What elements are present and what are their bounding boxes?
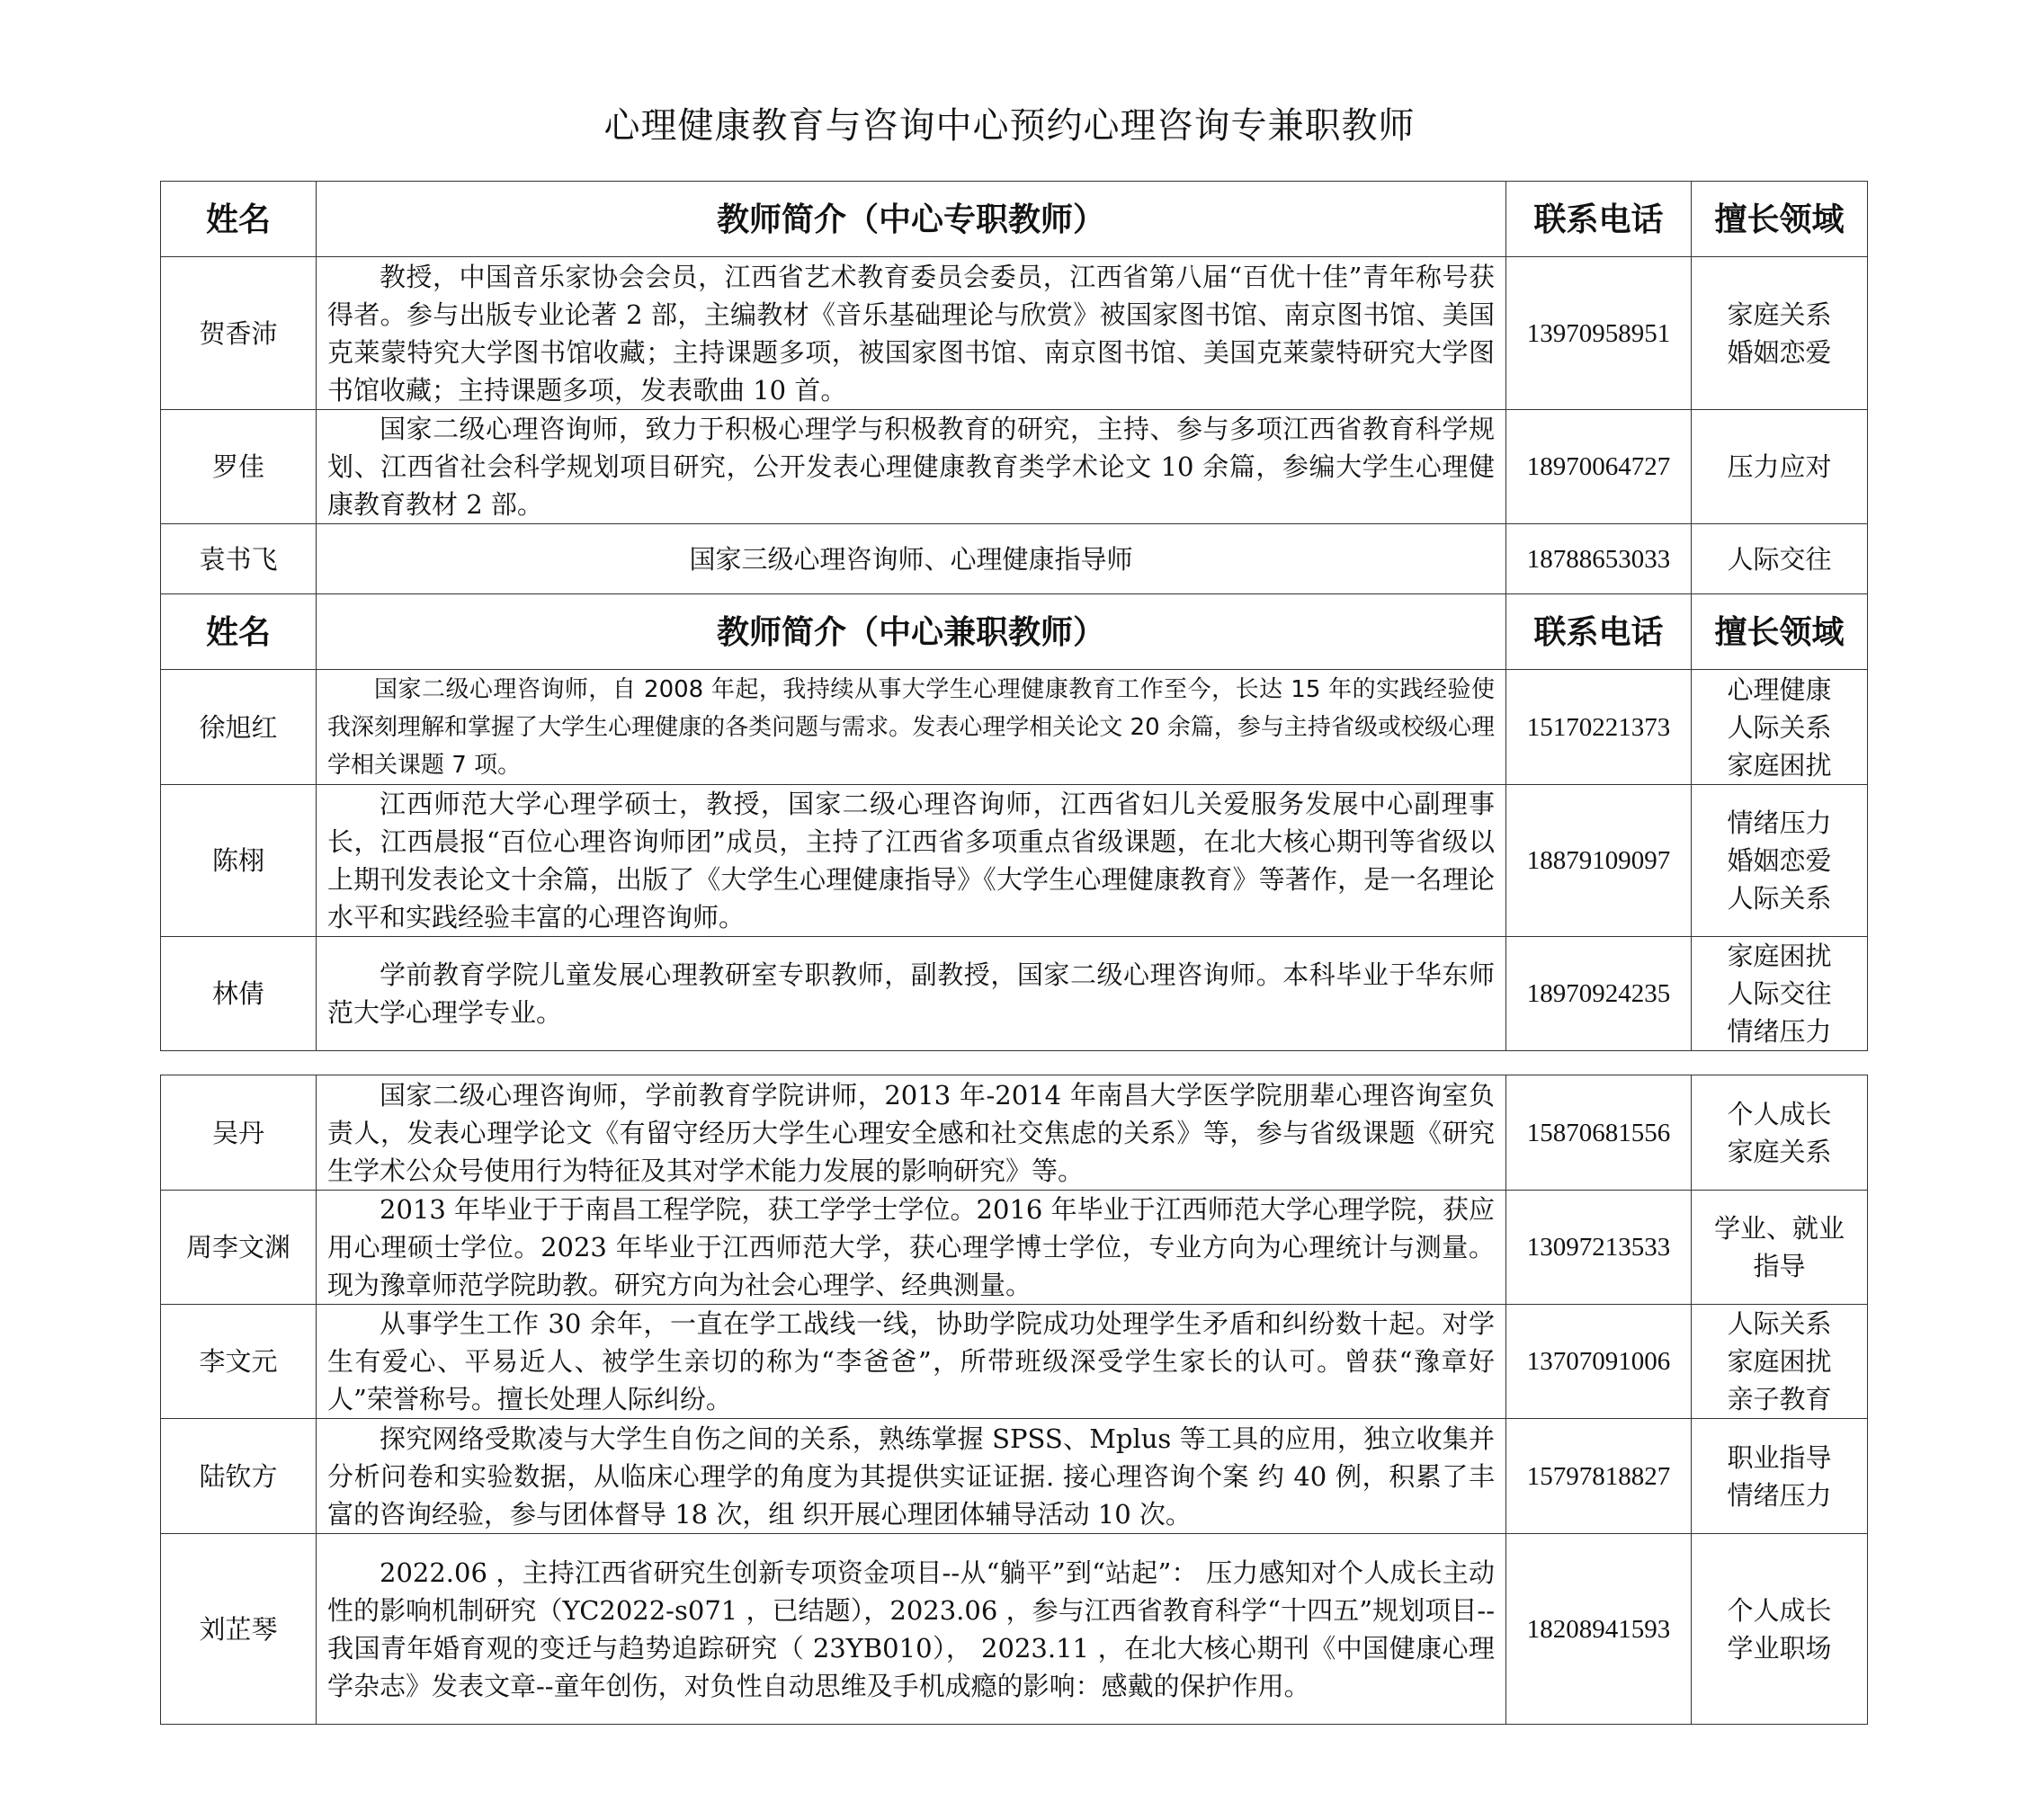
teacher-name: 陆钦方 — [161, 1419, 317, 1534]
teacher-bio: 国家二级心理咨询师，学前教育学院讲师，2013 年-2014 年南昌大学医学院朋辈心理咨询室负责人，发表心理学论文《有留守经历大学生心理安全感和社交焦虑的关系》等，参与省级课题《研究生学术公众号使用行为特征及其对学术能力发展的影响研究》等。 — [317, 1075, 1506, 1191]
teacher-phone: 13097213533 — [1506, 1191, 1692, 1305]
teacher-bio: 国家三级心理咨询师、心理健康指导师 — [317, 524, 1506, 594]
header-phone: 联系电话 — [1506, 182, 1692, 257]
teacher-areas — [1692, 524, 1868, 594]
header-row-parttime — [161, 594, 1868, 670]
teacher-phone: 13970958951 — [1506, 257, 1692, 410]
area-item: 压力应对 — [1727, 451, 1832, 482]
table-row — [161, 524, 1868, 594]
area-item: 人际交往 — [1727, 978, 1832, 1009]
area-item: 职业指导 — [1727, 1441, 1832, 1473]
teacher-areas — [1692, 937, 1868, 1051]
teacher-bio: 江西师范大学心理学硕士，教授，国家二级心理咨询师，江西省妇儿关爱服务发展中心副理事长，江西晨报“百位心理咨询师团”成员，主持了江西省多项重点省级课题，在北大核心期刊等省级以上期刊发表论文十余篇，出版了《大学生心理健康指导》《大学生心理健康教育》等著作，是一名理论水平和实践经验丰富的心理咨询师。 — [317, 785, 1506, 937]
area-item: 指导 — [1753, 1251, 1806, 1281]
teacher-phone: 15797818827 — [1506, 1419, 1692, 1534]
teacher-areas — [1692, 785, 1868, 937]
area-item: 情绪压力 — [1727, 1479, 1832, 1511]
teacher-bio: 国家二级心理咨询师，致力于积极心理学与积极教育的研究，主持、参与多项江西省教育科学规划、江西省社会科学规划项目研究，公开发表心理健康教育类学术论文 10 余篇，参编大学生心理健康教育教材 2 部。 — [317, 410, 1506, 524]
teacher-table — [160, 181, 1868, 1051]
teacher-name: 李文元 — [161, 1305, 317, 1419]
teacher-areas — [1692, 670, 1868, 785]
table-row — [161, 1075, 1868, 1191]
teacher-name: 贺香沛 — [161, 257, 317, 410]
area-item: 家庭关系 — [1727, 1136, 1832, 1167]
teacher-areas — [1692, 1419, 1868, 1534]
teacher-name: 罗佳 — [161, 410, 317, 524]
area-item: 学业职场 — [1727, 1632, 1832, 1664]
teacher-bio: 教授，中国音乐家协会会员，江西省艺术教育委员会委员，江西省第八届“百优十佳”青年称号获得者。参与出版专业论著 2 部，主编教材《音乐基础理论与欣赏》被国家图书馆、南京图书馆、美国克莱蒙特究大学图书馆收藏；主持课题多项，被国家图书馆、南京图书馆、美国克莱蒙特研究大学图书馆收藏；主持课题多项，发表歌曲 10 首。 — [317, 257, 1506, 410]
teacher-phone: 15170221373 — [1506, 670, 1692, 785]
teacher-phone: 18970064727 — [1506, 410, 1692, 524]
document-title: 心理健康教育与咨询中心预约心理咨询专兼职教师 — [603, 105, 1416, 147]
area-item: 婚姻恋爱 — [1727, 336, 1832, 368]
teacher-areas — [1692, 257, 1868, 410]
area-item: 家庭困扰 — [1727, 941, 1832, 971]
table-row — [161, 785, 1868, 937]
teacher-areas — [1692, 410, 1868, 524]
table-row — [161, 1191, 1868, 1305]
teacher-name: 刘芷琴 — [161, 1534, 317, 1725]
teacher-phone: 18208941593 — [1506, 1534, 1692, 1725]
area-item: 人际关系 — [1727, 1308, 1832, 1339]
teacher-bio: 学前教育学院儿童发展心理教研室专职教师，副教授，国家二级心理咨询师。本科毕业于华东师范大学心理学专业。 — [317, 937, 1506, 1051]
area-item: 婚姻恋爱 — [1727, 845, 1832, 876]
area-item: 个人成长 — [1727, 1098, 1832, 1129]
area-item: 家庭困扰 — [1727, 1346, 1832, 1377]
header-row-fulltime — [161, 182, 1868, 257]
header-areas: 擅长领域 — [1692, 594, 1868, 670]
header-name: 姓名 — [161, 182, 317, 257]
table-row — [161, 1534, 1868, 1725]
table-row — [161, 1305, 1868, 1419]
teacher-name: 徐旭红 — [161, 670, 317, 785]
teacher-bio: 探究网络受欺凌与大学生自伤之间的关系，熟练掌握 SPSS、Mplus 等工具的应用，独立收集并分析问卷和实验数据，从临床心理学的角度为其提供实证证据. 接心理咨询个案 约 40 例，积累了丰富的咨询经验，参与团体督导 18 次，组 织开展心理团体辅导活动 10 次。 — [317, 1419, 1506, 1534]
teacher-bio: 从事学生工作 30 余年，一直在学工战线一线，协助学院成功处理学生矛盾和纠纷数十起。对学生有爱心、平易近人、被学生亲切的称为“李爸爸”，所带班级深受学生家长的认可。曾获“豫章好人”荣誉称号。擅长处理人际纠纷。 — [317, 1305, 1506, 1419]
teacher-phone: 18970924235 — [1506, 937, 1692, 1051]
header-phone: 联系电话 — [1506, 594, 1692, 670]
teacher-name: 吴丹 — [161, 1075, 317, 1191]
teacher-areas — [1692, 1305, 1868, 1419]
table-row — [161, 670, 1868, 785]
teacher-areas — [1692, 1534, 1868, 1725]
header-areas: 擅长领域 — [1692, 182, 1868, 257]
area-item: 个人成长 — [1727, 1594, 1832, 1626]
table-row — [161, 1419, 1868, 1534]
teacher-bio: 国家二级心理咨询师，自 2008 年起，我持续从事大学生心理健康教育工作至今，长达 15 年的实践经验使我深刻理解和掌握了大学生心理健康的各类问题与需求。发表心理学相关论文 20 余篇，参与主持省级或校级心理学相关课题 7 项。 — [317, 670, 1506, 785]
header-bio: 教师简介（中心兼职教师） — [317, 594, 1506, 670]
teacher-areas — [1692, 1191, 1868, 1305]
area-item: 学业、就业 — [1713, 1213, 1845, 1244]
teacher-name: 林倩 — [161, 937, 317, 1051]
area-item: 情绪压力 — [1727, 807, 1832, 838]
table-row — [161, 937, 1868, 1051]
area-item: 情绪压力 — [1727, 1016, 1832, 1047]
area-item: 亲子教育 — [1727, 1384, 1832, 1414]
teacher-areas — [1692, 1075, 1868, 1191]
area-item: 人际交往 — [1727, 543, 1832, 575]
teacher-table-continued — [160, 1075, 1868, 1725]
header-bio: 教师简介（中心专职教师） — [317, 182, 1506, 257]
teacher-name: 周李文渊 — [161, 1191, 317, 1305]
teacher-bio: 2013 年毕业于于南昌工程学院，获工学学士学位。2016 年毕业于江西师范大学心理学院，获应用心理硕士学位。2023 年毕业于江西师范大学，获心理学博士学位，专业方向为心理统计与测量。现为豫章师范学院助教。研究方向为社会心理学、经典测量。 — [317, 1191, 1506, 1305]
header-name: 姓名 — [161, 594, 317, 670]
table-row — [161, 410, 1868, 524]
teacher-phone: 18879109097 — [1506, 785, 1692, 937]
area-item: 心理健康 — [1727, 674, 1832, 705]
area-item: 人际关系 — [1727, 711, 1832, 743]
area-item: 人际关系 — [1727, 883, 1832, 914]
area-item: 家庭困扰 — [1727, 749, 1832, 781]
teacher-phone: 18788653033 — [1506, 524, 1692, 594]
teacher-name: 袁书飞 — [161, 524, 317, 594]
teacher-phone: 15870681556 — [1506, 1075, 1692, 1191]
area-item: 家庭关系 — [1727, 299, 1832, 330]
teacher-bio: 2022.06 ，主持江西省研究生创新专项资金项目--从“躺平”到“站起”： 压力感知对个人成长主动性的影响机制研究（YC2022-s071 ，已结题），2023.06 ，参与江西省教育科学“十四五”规划项目--我国青年婚育观的变迁与趋势追踪研究（ 23YB010）， 2023.11 ，在北大核心期刊《中国健康心理学杂志》发表文章--童年创伤，对负性自动思维及手机成瘾的影响：感戴的保护作用。 — [317, 1534, 1506, 1725]
teacher-name: 陈栩 — [161, 785, 317, 937]
teacher-phone: 13707091006 — [1506, 1305, 1692, 1419]
table-row — [161, 257, 1868, 410]
